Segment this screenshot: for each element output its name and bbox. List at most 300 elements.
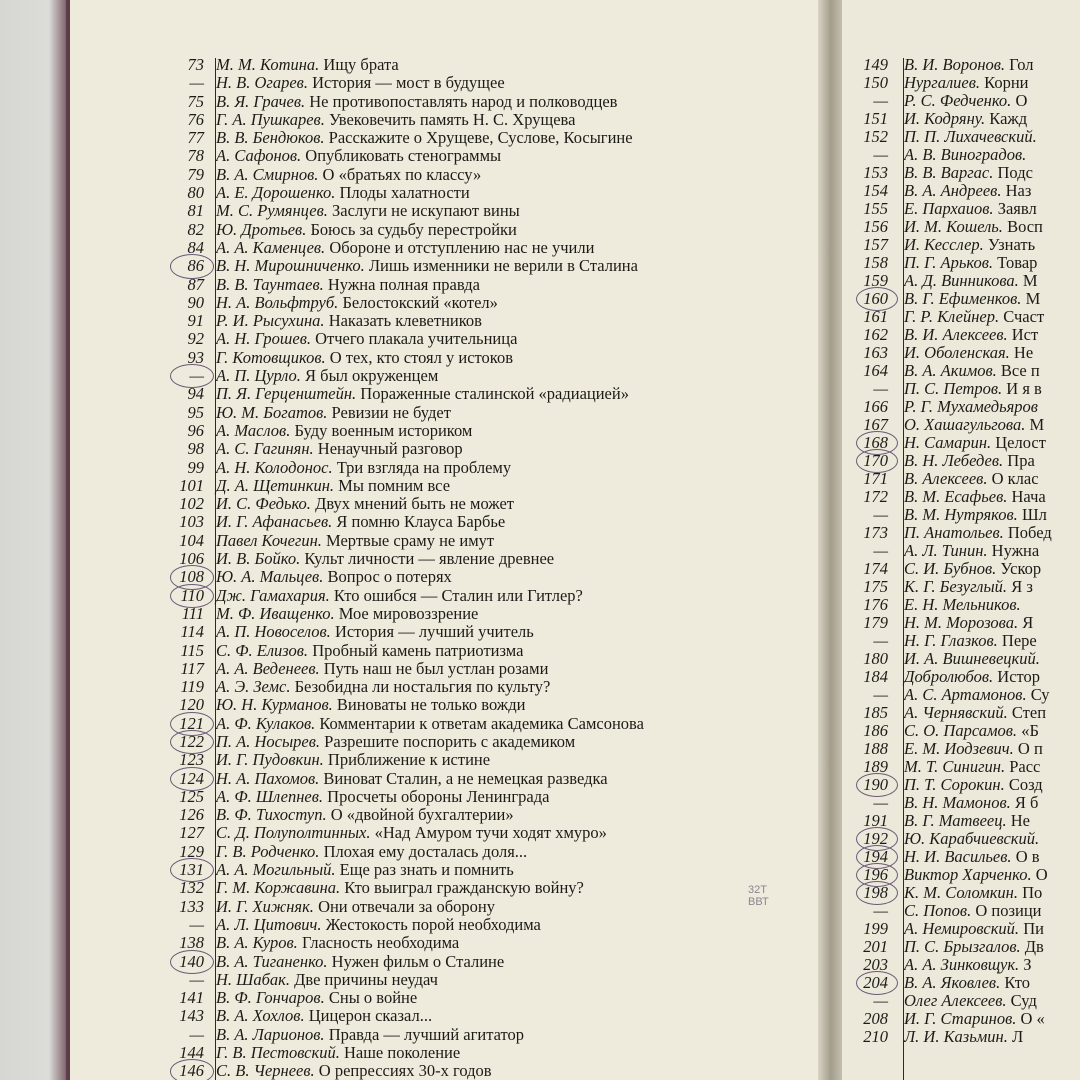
entry-title: Я — [1022, 614, 1034, 632]
contents-entry — [858, 794, 1080, 812]
page-number: 158 — [863, 253, 888, 272]
contents-entry — [168, 678, 808, 696]
entry-title: Ревизии не будет — [331, 403, 451, 422]
page-number: 174 — [863, 559, 888, 578]
entry-author: Е. Н. Мельников. — [904, 596, 1021, 614]
contents-entry — [168, 385, 808, 403]
page-number: 94 — [187, 384, 204, 404]
page-number: 98 — [187, 439, 204, 459]
contents-entry — [168, 513, 808, 531]
contents-entry — [858, 830, 1080, 848]
page-number: — — [873, 991, 888, 1010]
entry-title: Счаст — [1003, 308, 1045, 326]
entry-author: С. О. Парсамов. — [904, 722, 1018, 740]
contents-entry — [858, 326, 1080, 344]
entry-title: Двух мнений быть не может — [315, 495, 514, 514]
page-number: 87 — [187, 274, 204, 294]
entry-author: В. Н. Мирошниченко. — [216, 257, 365, 276]
page-number: 140 — [179, 951, 204, 971]
page-number: 176 — [863, 595, 888, 614]
entry-title: Они отвечали за оборону — [318, 897, 496, 916]
entry-author: Н. Самарин. — [904, 434, 992, 452]
entry-author: А. А. Зинковщук. — [904, 956, 1020, 974]
entry-author: К. М. Соломкин. — [904, 884, 1018, 902]
entry-author: И. В. Бойко. — [216, 550, 301, 569]
page-number: 159 — [863, 271, 888, 290]
entry-author: А. Л. Цитович. — [216, 915, 322, 934]
contents-entry — [858, 254, 1080, 272]
contents-entry — [168, 660, 808, 678]
right-contents-list — [858, 56, 1080, 1046]
page-number: 133 — [179, 896, 204, 916]
entry-author: В. Г. Матвеец. — [904, 812, 1007, 830]
contents-entry — [168, 989, 808, 1007]
page-number: 210 — [863, 1027, 888, 1046]
page-number: 129 — [179, 841, 204, 861]
page-number: 80 — [187, 183, 204, 203]
entry-author: А. С. Артамонов. — [904, 686, 1027, 704]
page-number: 77 — [187, 128, 204, 148]
entry-title: Расскажите о Хрущеве, Суслове, Косыгине — [328, 129, 633, 148]
entry-author: В. В. Варгас. — [904, 164, 994, 182]
page-number: 160 — [863, 289, 888, 308]
contents-entry — [858, 704, 1080, 722]
contents-entry — [168, 843, 808, 861]
contents-entry — [858, 758, 1080, 776]
page-number: 180 — [863, 649, 888, 668]
contents-entry — [168, 898, 808, 916]
entry-author: А. Сафонов. — [216, 147, 302, 166]
entry-title: Ускор — [1000, 560, 1042, 578]
entry-author: В. И. Алексеев. — [904, 326, 1008, 344]
page-number: 143 — [179, 1006, 204, 1026]
contents-entry — [858, 434, 1080, 452]
entry-author: А. В. Виноградов. — [904, 146, 1027, 164]
entry-author: Ю. А. Мальцев. — [216, 568, 324, 587]
page-number: 199 — [863, 919, 888, 938]
entry-title: Три взгляда на проблему — [336, 458, 512, 477]
contents-entry — [168, 1026, 808, 1044]
contents-entry — [168, 971, 808, 989]
page-number: 189 — [863, 757, 888, 776]
entry-title: О тех, кто стоял у истоков — [329, 348, 513, 367]
contents-entry — [858, 182, 1080, 200]
entry-author: А. П. Новоселов. — [216, 623, 331, 642]
entry-author: В. В. Бендюков. — [216, 129, 325, 148]
entry-title: Корни — [984, 74, 1029, 92]
entry-author: М. Т. Синигин. — [904, 758, 1006, 776]
contents-entry — [168, 934, 808, 952]
entry-author: С. В. Чернеев. — [216, 1062, 315, 1080]
entry-author: Н. А. Вольфтруб. — [216, 293, 339, 312]
entry-author: Г. В. Родченко. — [216, 842, 320, 861]
entry-author: В. Н. Лебедев. — [904, 452, 1004, 470]
page-number: 175 — [863, 577, 888, 596]
page-number: 121 — [179, 713, 204, 733]
contents-entry — [168, 74, 808, 92]
contents-entry — [168, 202, 808, 220]
page-number: 185 — [863, 703, 888, 722]
page-number: 168 — [863, 433, 888, 452]
entry-author: В. Ф. Тихоступ. — [216, 806, 327, 825]
page-number: 73 — [187, 55, 204, 74]
entry-author: А. Немировский. — [904, 920, 1020, 938]
page-number: 184 — [863, 667, 888, 686]
contents-entry — [858, 200, 1080, 218]
entry-title: Пра — [1007, 452, 1035, 470]
page-number: — — [873, 631, 888, 650]
page-number: 111 — [181, 603, 204, 623]
contents-entry — [858, 884, 1080, 902]
page-number: 188 — [863, 739, 888, 758]
entry-author: В. Н. Мамонов. — [904, 794, 1011, 812]
entry-author: А. П. Цурло. — [216, 367, 301, 386]
entry-title: О «братьях по классу» — [322, 165, 482, 184]
contents-entry — [168, 294, 808, 312]
left-contents-list — [168, 56, 808, 1080]
entry-author: В. М. Есафьев. — [904, 488, 1008, 506]
page-number: 203 — [863, 955, 888, 974]
entry-title: Безобидна ли ностальгия по культу? — [294, 678, 551, 697]
entry-author: К. Г. Безуглый. — [904, 578, 1008, 596]
entry-author: В. В. Таунтаев. — [216, 275, 324, 294]
contents-entry — [858, 560, 1080, 578]
entry-author: П. Анатольев. — [904, 524, 1004, 542]
page-number: 150 — [863, 73, 888, 92]
contents-entry — [858, 524, 1080, 542]
contents-entry — [858, 668, 1080, 686]
contents-entry — [168, 166, 808, 184]
entry-title: Я был окруженцем — [305, 367, 439, 386]
entry-title: М — [1022, 272, 1038, 290]
page-number: 144 — [179, 1043, 204, 1063]
entry-title: Жестокость порой необходима — [325, 915, 541, 934]
page-number: 126 — [179, 805, 204, 825]
page-number: 153 — [863, 163, 888, 182]
page-number: 172 — [863, 487, 888, 506]
entry-title: Нужна — [991, 542, 1040, 560]
entry-author: А. Маслов. — [216, 421, 291, 440]
page-number: 110 — [180, 585, 204, 605]
entry-title: Боюсь за судьбу перестройки — [310, 220, 517, 239]
entry-title: Комментарии к ответам академика Самсонова — [319, 714, 644, 733]
entry-author: Ю. М. Богатов. — [216, 403, 328, 422]
entry-author: Г. Р. Клейнер. — [904, 308, 1000, 326]
page-number: 104 — [179, 530, 204, 550]
entry-author: В. М. Нутряков. — [904, 506, 1018, 524]
contents-entry — [858, 1028, 1080, 1046]
entry-author: Н. А. Пахомов. — [216, 769, 320, 788]
page-number: 102 — [179, 494, 204, 514]
pencil-margin-note: 32Т ВВТ — [748, 884, 769, 908]
entry-author: С. И. Бубнов. — [904, 560, 997, 578]
entry-author: В. Я. Грачев. — [216, 92, 306, 111]
contents-entry — [858, 110, 1080, 128]
entry-author: А. А. Веденеев. — [216, 659, 320, 678]
entry-author: А. Н. Колодонос. — [216, 458, 333, 477]
entry-author: М. С. Румянцев. — [216, 202, 328, 221]
page-number: — — [873, 793, 888, 812]
contents-entry — [168, 879, 808, 897]
entry-title: М — [1029, 416, 1045, 434]
page-number: 93 — [187, 347, 204, 367]
entry-author: Н. Г. Глазков. — [904, 632, 998, 650]
contents-entry — [858, 776, 1080, 794]
page-number: 95 — [187, 402, 204, 422]
entry-author: Ю. Дротьев. — [216, 220, 307, 239]
page-number: 163 — [863, 343, 888, 362]
page-number: 162 — [863, 325, 888, 344]
page-number: 91 — [187, 311, 204, 331]
entry-author: Нургалиев. — [904, 74, 981, 92]
entry-title: Ист — [1011, 326, 1039, 344]
page-number: 151 — [863, 109, 888, 128]
entry-title: Вопрос о потерях — [327, 568, 452, 587]
contents-entry — [858, 542, 1080, 560]
entry-title: О клас — [991, 470, 1039, 488]
page-number: 186 — [863, 721, 888, 740]
contents-entry — [858, 362, 1080, 380]
entry-title: Плохая ему досталась доля... — [323, 842, 528, 861]
page-number: 96 — [187, 420, 204, 440]
entry-title: Гол — [1009, 56, 1034, 74]
contents-entry — [168, 404, 808, 422]
contents-entry — [858, 452, 1080, 470]
entry-title: Виноваты не только вожди — [336, 696, 526, 715]
entry-title: Степ — [1011, 704, 1047, 722]
entry-author: И. Кодряну. — [904, 110, 986, 128]
page-number: 114 — [180, 622, 204, 642]
page-number: 155 — [863, 199, 888, 218]
page-number: 108 — [179, 567, 204, 587]
entry-author: Н. В. Огарев. — [216, 74, 308, 93]
contents-entry — [858, 308, 1080, 326]
contents-entry — [858, 470, 1080, 488]
contents-entry — [168, 422, 808, 440]
page-number: 154 — [863, 181, 888, 200]
page-number: 204 — [863, 973, 888, 992]
entry-author: П. Я. Герценштейн. — [216, 385, 357, 404]
entry-title: Шл — [1021, 506, 1047, 524]
contents-entry — [858, 650, 1080, 668]
page-number: 78 — [187, 146, 204, 166]
entry-author: В. А. Ларионов. — [216, 1025, 325, 1044]
entry-title: Отчего плакала учительница — [315, 330, 518, 349]
page-number: 117 — [180, 658, 204, 678]
contents-entry — [168, 312, 808, 330]
entry-title: Увековечить память Н. С. Хрущева — [328, 110, 576, 129]
contents-entry — [168, 1007, 808, 1025]
contents-entry — [858, 974, 1080, 992]
entry-title: Не — [1010, 812, 1030, 830]
entry-author: П. Г. Арьков. — [904, 254, 994, 272]
entry-title: Я з — [1011, 578, 1033, 596]
page-number: 198 — [863, 883, 888, 902]
page-number: 132 — [179, 878, 204, 898]
contents-entry — [858, 848, 1080, 866]
entry-author: Р. И. Рысухина. — [216, 312, 325, 331]
contents-entry — [168, 623, 808, 641]
entry-title: О «двойной бухгалтерии» — [330, 806, 514, 825]
page-number: 122 — [179, 731, 204, 751]
contents-entry — [168, 349, 808, 367]
entry-title: Кто ошибся — Сталин или Гитлер? — [333, 586, 583, 605]
entry-title: Обороне и отступлению нас не учили — [329, 238, 595, 257]
page-number: — — [873, 91, 888, 110]
contents-entry — [168, 788, 808, 806]
contents-entry — [858, 146, 1080, 164]
entry-title: О репрессиях 30-х годов — [318, 1062, 492, 1080]
page-number: — — [189, 73, 204, 93]
entry-author: И. С. Федько. — [216, 495, 311, 514]
entry-title: Заслуги не искупают вины — [332, 202, 520, 221]
entry-author: В. А. Хохлов. — [216, 1007, 305, 1026]
page-number: — — [189, 366, 204, 386]
page-number: 146 — [179, 1061, 204, 1080]
page-number: 156 — [863, 217, 888, 236]
contents-entry — [858, 74, 1080, 92]
contents-entry — [168, 605, 808, 623]
entry-author: С. Ф. Елизов. — [216, 641, 309, 660]
entry-title: Ненаучный разговор — [317, 440, 463, 459]
entry-author: В. И. Воронов. — [904, 56, 1006, 74]
entry-author: А. Э. Земс. — [216, 678, 291, 697]
contents-entry — [858, 290, 1080, 308]
entry-author: В. А. Тиганенко. — [216, 952, 328, 971]
contents-entry — [168, 184, 808, 202]
entry-author: О. Хашагульгова. — [904, 416, 1026, 434]
page-number: — — [873, 145, 888, 164]
page-number: — — [189, 969, 204, 989]
page-number: 141 — [179, 988, 204, 1008]
page-number: 86 — [187, 256, 204, 276]
entry-author: П. П. Лихачевский. — [904, 128, 1037, 146]
contents-entry — [858, 416, 1080, 434]
entry-author: Н. И. Васильев. — [904, 848, 1012, 866]
contents-entry — [858, 92, 1080, 110]
contents-entry — [858, 596, 1080, 614]
contents-entry — [168, 221, 808, 239]
entry-title: Дв — [1024, 938, 1044, 956]
entry-title: М — [1025, 290, 1041, 308]
entry-author: И. М. Кошель. — [904, 218, 1003, 236]
page-number: 103 — [179, 512, 204, 532]
entry-author: Е. М. Иодзевич. — [904, 740, 1014, 758]
entry-title: О позици — [975, 902, 1042, 920]
entry-author: Ю. Н. Курманов. — [216, 696, 333, 715]
entry-title: О п — [1017, 740, 1043, 758]
contents-entry — [168, 550, 808, 568]
entry-title: Белостокский «котел» — [342, 293, 498, 312]
entry-title: «Над Амуром тучи ходят хмуро» — [374, 824, 607, 843]
entry-title: Еще раз знать и помнить — [339, 861, 514, 880]
entry-title: Побед — [1007, 524, 1052, 542]
contents-entry — [168, 477, 808, 495]
entry-author: П. С. Брызгалов. — [904, 938, 1021, 956]
entry-title: Гласность необходима — [301, 934, 460, 953]
page-number: 127 — [179, 823, 204, 843]
entry-title: Наше поколение — [343, 1044, 461, 1063]
entry-title: Просчеты обороны Ленинграда — [327, 787, 550, 806]
entry-title: Сны о войне — [328, 989, 418, 1008]
page-number: 81 — [187, 201, 204, 221]
page-number: 171 — [863, 469, 888, 488]
entry-author: Виктор Харченко. — [904, 866, 1032, 884]
entry-title: Правда — лучший агитатор — [328, 1025, 525, 1044]
entry-author: Е. Пархаиов. — [904, 200, 994, 218]
contents-entry — [168, 495, 808, 513]
entry-title: Все п — [1000, 362, 1040, 380]
contents-entry — [168, 330, 808, 348]
entry-author: М. М. Котина. — [216, 56, 320, 74]
entry-title: Восп — [1007, 218, 1043, 236]
page-number: 76 — [187, 109, 204, 129]
entry-title: Не противопоставлять народ и полководцев — [309, 92, 618, 111]
page-number: 131 — [179, 860, 204, 880]
entry-title: Нача — [1011, 488, 1046, 506]
entry-author: С. Попов. — [904, 902, 972, 920]
entry-title: Не — [1013, 344, 1034, 362]
page-number: 75 — [187, 91, 204, 111]
page-number: 167 — [863, 415, 888, 434]
entry-title: Нужна полная правда — [327, 275, 480, 294]
entry-title: Пробный камень патриотизма — [312, 641, 524, 660]
entry-title: По — [1022, 884, 1043, 902]
entry-author: Д. А. Щетинкин. — [216, 476, 335, 495]
contents-entry — [168, 806, 808, 824]
contents-entry — [858, 578, 1080, 596]
entry-title: Пораженные сталинской «радиацией» — [360, 385, 629, 404]
entry-author: П. А. Носырев. — [216, 732, 321, 751]
entry-title: Я помню Клауса Барбье — [336, 513, 506, 532]
entry-author: А. Е. Дорошенко. — [216, 184, 336, 203]
entry-title: Две причины неудач — [294, 970, 438, 989]
entry-title: И я в — [1006, 380, 1042, 398]
page-number: 99 — [187, 457, 204, 477]
entry-author: Н. М. Морозова. — [904, 614, 1019, 632]
entry-author: В. А. Куров. — [216, 934, 298, 953]
contents-entry — [858, 902, 1080, 920]
page-number: 190 — [863, 775, 888, 794]
entry-author: А. Д. Винникова. — [904, 272, 1019, 290]
entry-author: И. Г. Хижняк. — [216, 897, 314, 916]
entry-author: Г. В. Пестовский. — [216, 1044, 340, 1063]
contents-entry — [858, 488, 1080, 506]
entry-title: Путь наш не был устлан розами — [323, 659, 549, 678]
page-number: 124 — [179, 768, 204, 788]
page-number: 157 — [863, 235, 888, 254]
entry-title: Кажд — [989, 110, 1028, 128]
contents-entry — [168, 129, 808, 147]
entry-title: Виноват Сталин, а не немецкая разведка — [323, 769, 608, 788]
entry-title: Опубликовать стенограммы — [305, 147, 502, 166]
entry-author: В. А. Смирнов. — [216, 165, 319, 184]
contents-entry — [858, 722, 1080, 740]
page-number: 191 — [863, 811, 888, 830]
contents-entry — [168, 751, 808, 769]
contents-entry — [858, 992, 1080, 1010]
entry-title: Подс — [997, 164, 1033, 182]
entry-title: Су — [1030, 686, 1050, 704]
contents-entry — [858, 866, 1080, 884]
entry-author: А. Ф. Шлепнев. — [216, 787, 324, 806]
page-number: 208 — [863, 1009, 888, 1028]
contents-entry — [168, 861, 808, 879]
page-number: — — [873, 685, 888, 704]
entry-author: Г. Котовщиков. — [216, 348, 326, 367]
entry-author: Л. И. Казьмин. — [904, 1028, 1008, 1046]
contents-entry — [858, 506, 1080, 524]
